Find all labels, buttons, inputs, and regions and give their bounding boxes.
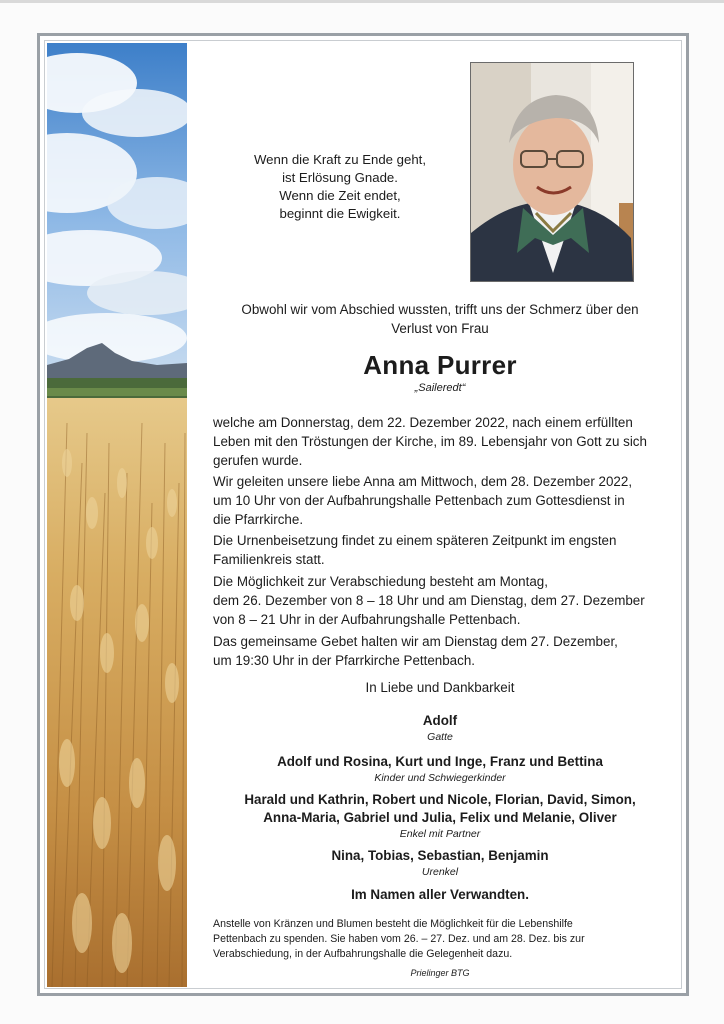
printer-credit: Prielinger BTG [410, 968, 470, 978]
paragraph-death [213, 414, 673, 470]
family-grandchildren [205, 791, 675, 841]
poem-line: Wenn die Kraft zu Ende geht, [253, 152, 427, 167]
intro-text [205, 300, 675, 338]
paragraph-line: um 10 Uhr von der Aufbahrungshalle Pettenbach zum Gottesdienst in [213, 492, 625, 508]
paragraph-line: Die Urnenbeisetzung findet zu einem späteren Zeitpunkt im engsten [213, 533, 617, 548]
family-great-grandchildren [205, 847, 675, 879]
family-names: Harald und Kathrin, Robert und Nicole, Florian, David, Simon, [244, 792, 636, 807]
paragraph-line: welche am Donnerstag, dem 22. Dezember 2022, nach einem erfüllten [213, 415, 633, 430]
portrait-photo [470, 62, 634, 282]
family-relation: Enkel mit Partner [399, 828, 481, 840]
family-names: Adolf [422, 713, 458, 728]
notice-line: Anstelle von Kränzen und Blumen besteht die Möglichkeit für die Lebenshilfe [213, 918, 573, 930]
family-names: Nina, Tobias, Sebastian, Benjamin [331, 848, 549, 863]
wheat-field-image [47, 43, 187, 987]
paragraph-line: Wir geleiten unsere liebe Anna am Mittwoch, dem 28. Dezember 2022, [213, 474, 633, 489]
deceased-nickname: „Saileredt“ [414, 382, 466, 394]
paragraph-line: Das gemeinsame Gebet halten wir am Dienstag dem 27. Dezember, [213, 634, 618, 649]
paragraph-line: Leben mit den Tröstungen der Kirche, im 89. Lebensjahr von Gott zu sich [213, 433, 647, 449]
intro-line: Obwohl wir vom Abschied wussten, trifft uns der Schmerz über den [241, 302, 639, 317]
notice-line: Verabschiedung, in der Aufbahrungshalle die Gelegenheit dazu. [213, 948, 513, 960]
poem-line: Wenn die Zeit endet, [279, 188, 401, 203]
family-relation: Gatte [427, 731, 453, 743]
paragraph-line: Die Möglichkeit zur Verabschiedung besteht am Montag, [213, 574, 548, 589]
scan-edge [0, 0, 724, 3]
paragraph-line: die Pfarrkirche. [213, 511, 304, 527]
donation-notice [213, 917, 673, 962]
family-names: Adolf und Rosina, Kurt und Inge, Franz und Bettina [277, 754, 603, 769]
paragraph-urn [213, 532, 673, 570]
paragraph-line: von 8 – 21 Uhr in der Aufbahrungshalle Pettenbach. [213, 611, 521, 627]
poem [230, 151, 450, 223]
paragraph-farewell [213, 573, 673, 629]
intro-line: Verlust von Frau [391, 321, 489, 336]
notice-line: Pettenbach zu spenden. Sie haben vom 26. – 27. Dez. und am 28. Dez. bis zur [213, 933, 585, 945]
family-names: Anna-Maria, Gabriel und Julia, Felix und Melanie, Oliver [263, 810, 617, 825]
closing-text: In Liebe und Dankbarkeit [365, 680, 515, 695]
paragraph-line: gerufen wurde. [213, 452, 303, 468]
paragraph-service [213, 473, 673, 529]
deceased-name: Anna Purrer [363, 350, 517, 380]
paragraph-line: um 19:30 Uhr in der Pfarrkirche Pettenbach. [213, 652, 475, 668]
paragraph-prayer [213, 633, 673, 671]
on-behalf-text: Im Namen aller Verwandten. [351, 887, 529, 902]
paragraph-line: dem 26. Dezember von 8 – 18 Uhr und am Dienstag, dem 27. Dezember [213, 592, 645, 608]
family-relation: Kinder und Schwiegerkinder [374, 772, 506, 784]
poem-line: beginnt die Ewigkeit. [279, 206, 401, 221]
family-spouse [205, 712, 675, 744]
family-relation: Urenkel [421, 866, 459, 878]
family-children [205, 753, 675, 785]
poem-line: ist Erlösung Gnade. [282, 170, 398, 185]
paragraph-line: Familienkreis statt. [213, 551, 325, 567]
